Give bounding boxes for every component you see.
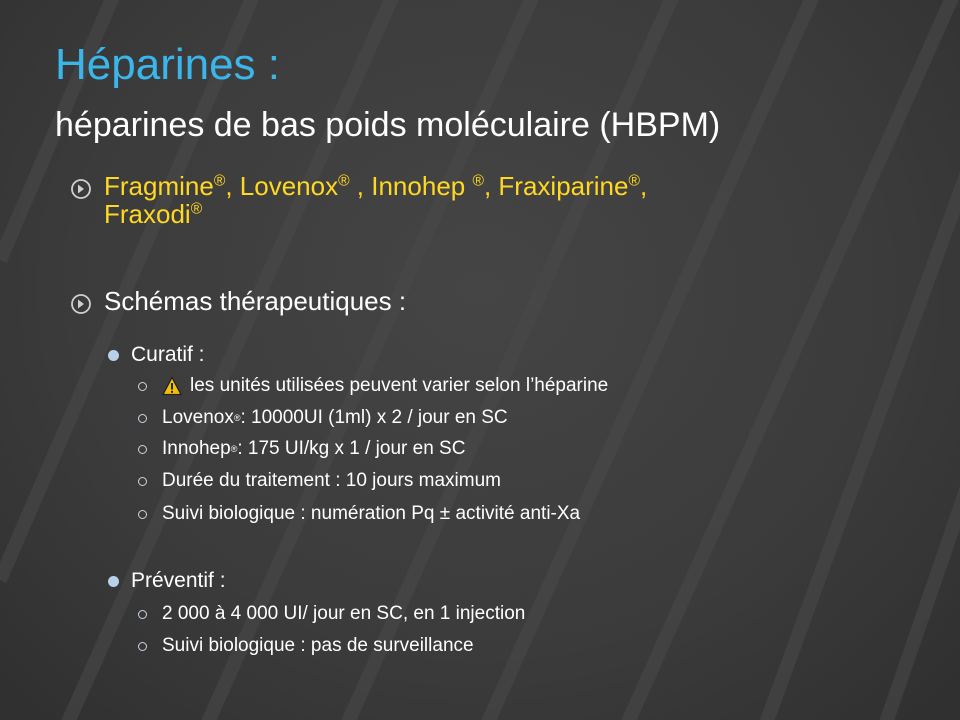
circle-arrow-bullet-icon bbox=[70, 293, 92, 315]
curatif-item-lovenox: Lovenox ® : 10000UI (1ml) x 2 / jour en SC bbox=[138, 407, 508, 429]
preventif-item-text: 2 000 à 4 000 UI/ jour en SC, en 1 injection bbox=[162, 603, 526, 624]
curatif-item-text: : 10000UI (1ml) x 2 / jour en SC bbox=[240, 407, 508, 428]
drug-fragmine: Fragmine bbox=[104, 171, 214, 201]
ring-bullet-icon bbox=[138, 642, 147, 651]
schemas-label: Schémas thérapeutiques : bbox=[104, 286, 407, 316]
registered-mark: ® bbox=[628, 172, 640, 190]
preventif-heading bbox=[108, 569, 226, 593]
registered-mark: ® bbox=[213, 172, 226, 190]
dot-bullet-icon bbox=[108, 350, 119, 361]
ring-bullet-icon bbox=[138, 610, 147, 619]
registered-mark: ® bbox=[338, 172, 350, 190]
bullet-drug-names bbox=[70, 172, 647, 228]
curatif-item-innohep: Innohep ® : 175 UI/kg x 1 / jour en SC bbox=[138, 438, 465, 460]
bullet-schemas bbox=[70, 287, 406, 315]
drug-lovenox: , Lovenox bbox=[225, 171, 339, 201]
warning-triangle-icon bbox=[162, 376, 182, 396]
curatif-item-text: Suivi biologique : numération Pq ± activité anti-Xa bbox=[162, 503, 581, 524]
curatif-item-monitoring bbox=[138, 503, 580, 525]
curatif-item-text: les unités utilisées peuvent varier selon l’héparine bbox=[190, 375, 609, 396]
curatif-item-duration bbox=[138, 470, 501, 492]
curatif-label: Curatif : bbox=[131, 343, 205, 366]
ring-bullet-icon bbox=[138, 445, 147, 454]
preventif-item-monitoring bbox=[138, 635, 474, 657]
curatif-item-units bbox=[138, 375, 608, 397]
drug-names-text bbox=[104, 172, 647, 228]
curatif-item-text: Lovenox bbox=[162, 407, 234, 428]
curatif-item-text: Innohep bbox=[162, 438, 231, 459]
curatif-item-text: Durée du traitement : 10 jours maximum bbox=[162, 470, 501, 491]
ring-bullet-icon bbox=[138, 414, 147, 423]
drug-fraxiparine: , Fraxiparine bbox=[483, 171, 629, 201]
drug-fraxodi: Fraxodi bbox=[104, 199, 191, 229]
ring-bullet-icon bbox=[138, 382, 147, 391]
comma: , bbox=[639, 171, 648, 201]
registered-mark: ® bbox=[472, 172, 484, 190]
preventif-label: Préventif : bbox=[131, 569, 226, 592]
registered-mark: ® bbox=[190, 200, 203, 218]
curatif-heading bbox=[108, 343, 205, 367]
drug-innohep: , Innohep bbox=[349, 171, 473, 201]
slide-subtitle: héparines de bas poids moléculaire (HBPM) bbox=[55, 106, 721, 144]
slide-title: Héparines : bbox=[55, 40, 281, 89]
preventif-item-text: Suivi biologique : pas de surveillance bbox=[162, 635, 474, 656]
ring-bullet-icon bbox=[138, 510, 147, 519]
preventif-item-dose bbox=[138, 603, 525, 625]
ring-bullet-icon bbox=[138, 477, 147, 486]
curatif-item-text: : 175 UI/kg x 1 / jour en SC bbox=[237, 438, 466, 459]
circle-arrow-bullet-icon bbox=[70, 178, 92, 200]
dot-bullet-icon bbox=[108, 576, 119, 587]
